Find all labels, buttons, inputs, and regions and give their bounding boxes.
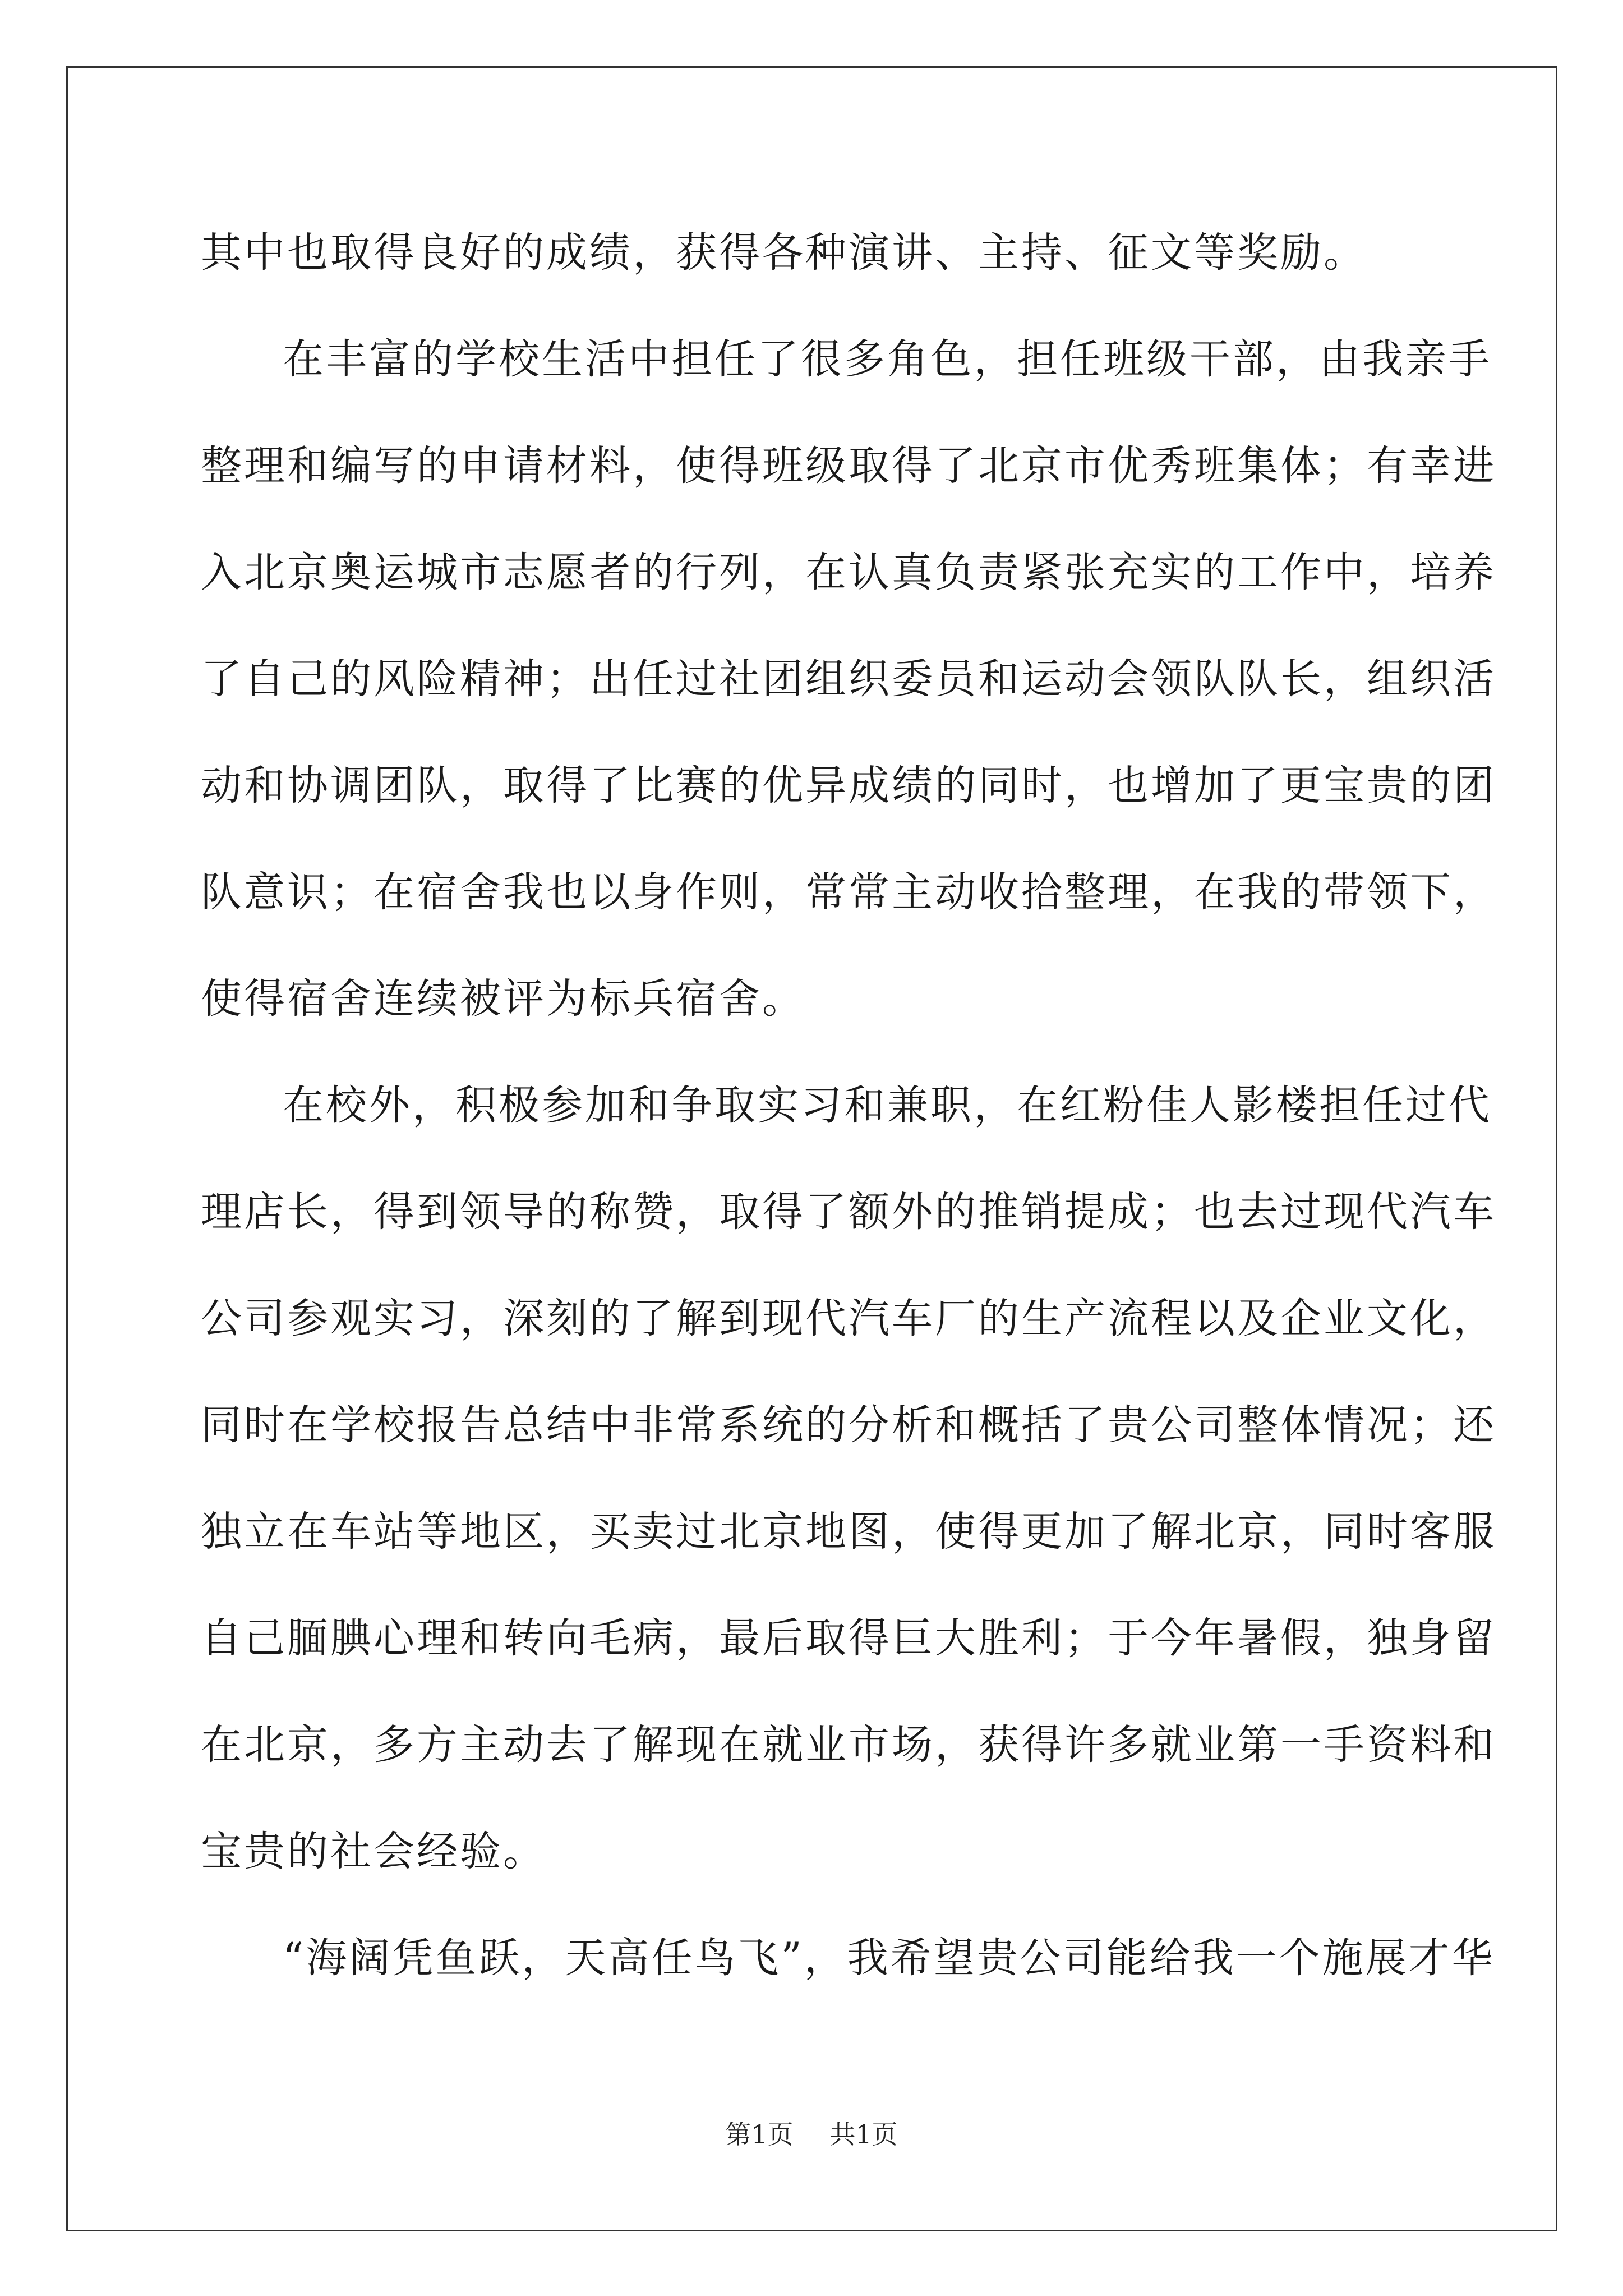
text-line: 队意识；在宿舍我也以身作则，常常主动收拾整理，在我的带领下， (201, 868, 1496, 916)
text-line: “海阔凭鱼跃，天高任鸟飞”，我希望贵公司能给我一个施展才华 (283, 1934, 1495, 1982)
body-text (201, 200, 1496, 2012)
text-line: 在校外，积极参加和争取实习和兼职，在红粉佳人影楼担任过代 (283, 1082, 1492, 1129)
text-line: 理店长，得到领导的称赞，取得了额外的推销提成；也去过现代汽车 (201, 1188, 1496, 1236)
text-line: 入北京奥运城市志愿者的行列，在认真负责紧张充实的工作中，培养 (201, 549, 1496, 596)
text-line: 在丰富的学校生活中担任了很多角色，担任班级干部，由我亲手 (283, 335, 1492, 383)
page-total: 共1页 (829, 2119, 898, 2150)
page-number: 第1页 (725, 2119, 794, 2150)
text-line: 公司参观实习，深刻的了解到现代汽车厂的生产流程以及企业文化， (201, 1295, 1496, 1342)
text-line: 了自己的风险精神；出任过社团组织委员和运动会领队队长，组织活 (201, 655, 1496, 703)
text-line: 整理和编写的申请材料，使得班级取得了北京市优秀班集体；有幸进 (201, 442, 1496, 490)
text-line: 其中也取得良好的成绩，获得各种演讲、主持、征文等奖励。 (201, 229, 1367, 277)
text-line: 独立在车站等地区，买卖过北京地图，使得更加了解北京，同时客服 (201, 1508, 1496, 1556)
text-line: 动和协调团队，取得了比赛的优异成绩的同时，也增加了更宝贵的团 (201, 762, 1496, 809)
page-footer (0, 2118, 1623, 2151)
text-line: 使得宿舍连续被评为标兵宿舍。 (201, 975, 805, 1023)
text-line: 同时在学校报告总结中非常系统的分析和概括了贵公司整体情况；还 (201, 1401, 1496, 1449)
text-line: 宝贵的社会经验。 (201, 1828, 546, 1875)
text-line: 在北京，多方主动去了解现在就业市场，获得许多就业第一手资料和 (201, 1721, 1496, 1769)
text-line: 自己腼腆心理和转向毛病，最后取得巨大胜利；于今年暑假，独身留 (201, 1614, 1496, 1662)
